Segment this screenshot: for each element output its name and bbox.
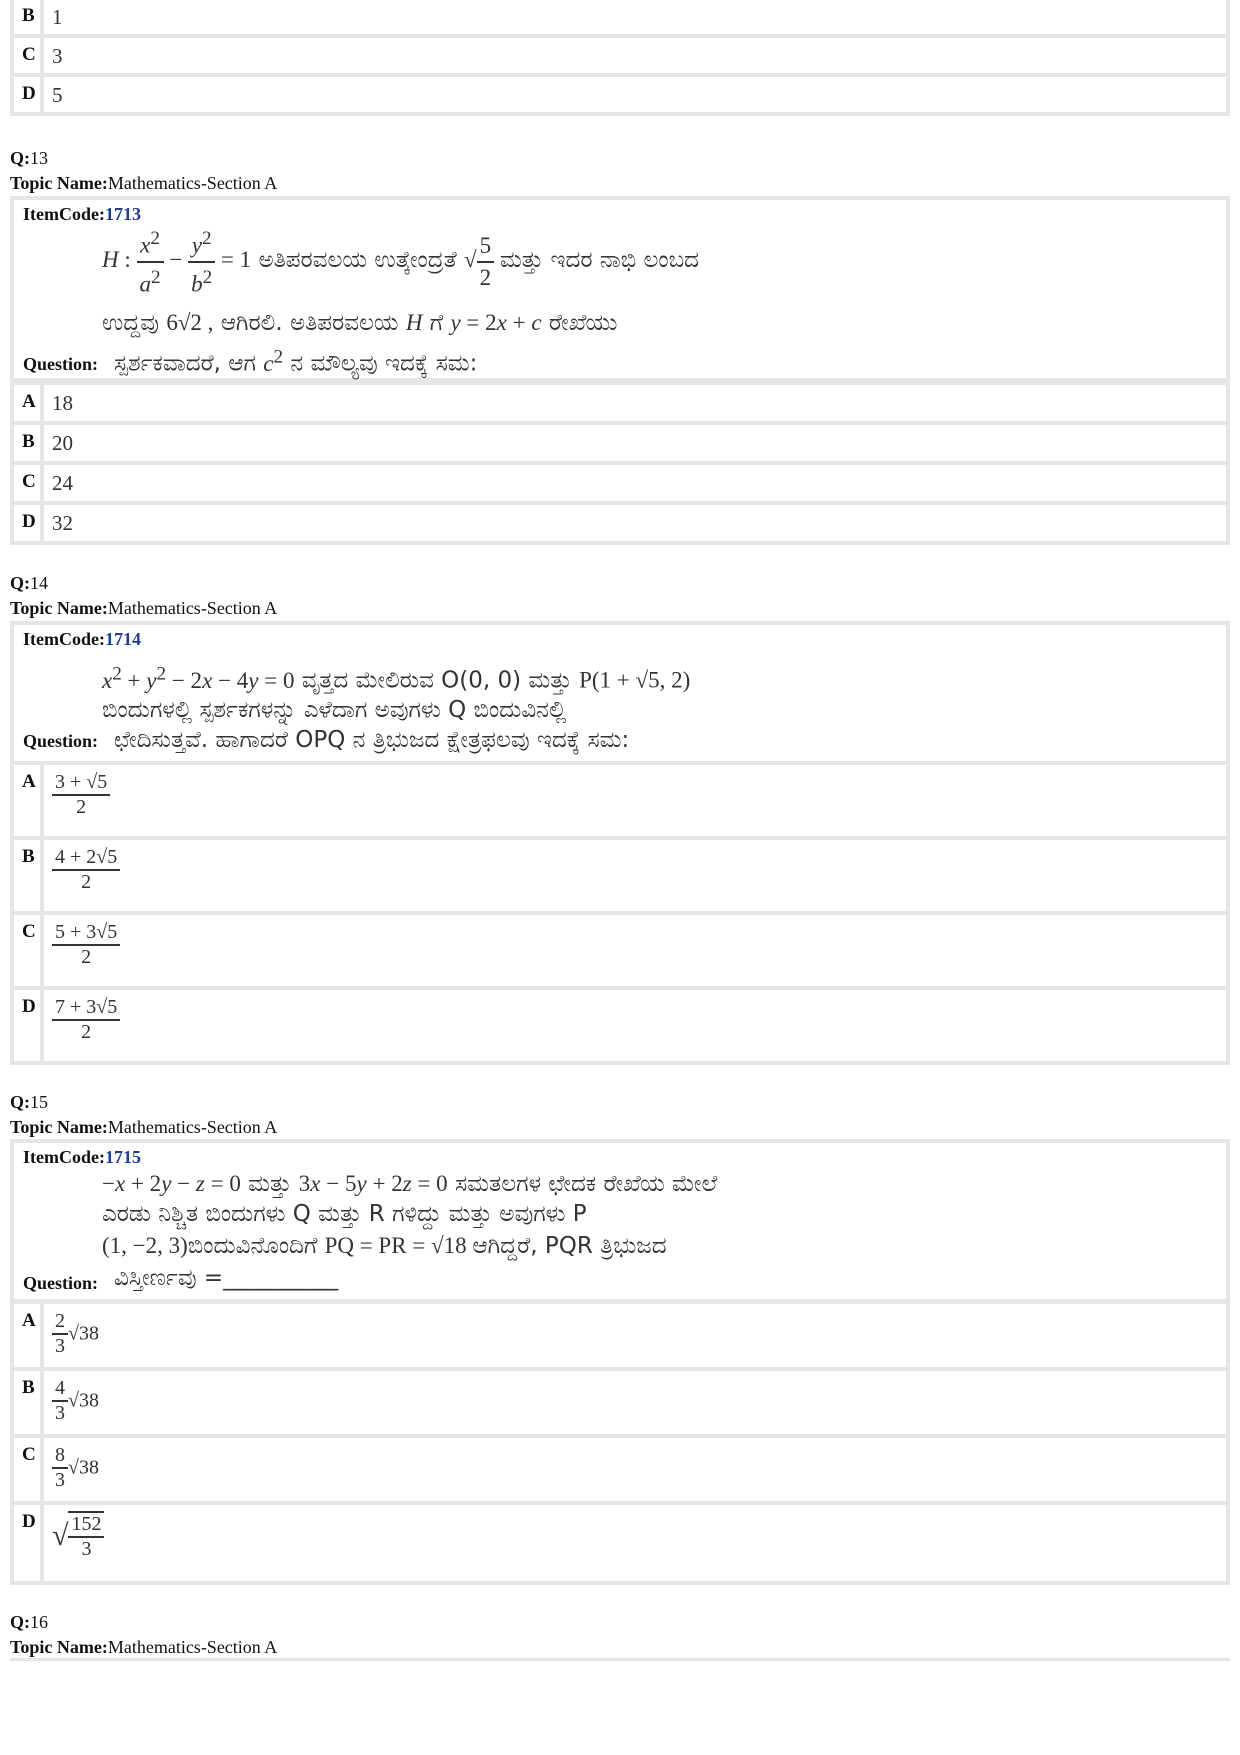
option-row[interactable] xyxy=(14,915,1226,990)
itemcode-prefix: ItemCode: xyxy=(23,629,105,649)
denominator: 2 xyxy=(81,871,92,893)
itemcode-value: 1715 xyxy=(104,1147,141,1167)
option-key: B xyxy=(14,1371,44,1434)
option-row[interactable] xyxy=(14,765,1226,840)
option-key: C xyxy=(14,465,44,501)
q14-options-table xyxy=(10,762,1230,1065)
question-text-line xyxy=(102,308,617,338)
text-segment: ವೃತ್ತದ ಮೇಲಿರುವ O(0, 0) ಮತ್ತು xyxy=(301,667,572,694)
fraction xyxy=(52,996,120,1044)
text-segment: ಛೇದಿಸುತ್ತವೆ. ಹಾಗಾದರೆ OPQ ನ ತ್ರಿಭುಜದ ಕ್ಷೇತ್ರಫಲವು ಇದಕ್ಕೆ ಸಮ: xyxy=(114,727,630,753)
option-key: C xyxy=(14,1438,44,1501)
point-coordinates: (1, −2, 3) xyxy=(102,1233,188,1258)
topic-prefix: Topic Name: xyxy=(10,1117,108,1137)
question-box xyxy=(10,1139,1230,1303)
option-row[interactable] xyxy=(14,425,1226,465)
q-prefix: Q: xyxy=(10,1092,30,1112)
question-label: Question: xyxy=(23,1273,99,1293)
option-row[interactable] xyxy=(14,0,1226,38)
question-number xyxy=(10,1092,48,1113)
option-value xyxy=(44,1505,1226,1581)
denominator: 3 xyxy=(81,1538,92,1560)
topic-value: Mathematics-Section A xyxy=(107,1117,278,1137)
fraction xyxy=(52,846,120,894)
option-row[interactable] xyxy=(14,1505,1226,1581)
text-segment: ಎರಡು ನಿಶ್ಚಿತ ಬಿಂದುಗಳು Q ಮತ್ತು R ಗಳಿದ್ದು ಮತ್ತು ಅವುಗಳು P xyxy=(102,1201,587,1227)
itemcode-prefix: ItemCode: xyxy=(23,1147,105,1167)
q-number-value: 14 xyxy=(30,573,48,593)
item-code xyxy=(23,629,141,650)
denominator: 2 xyxy=(76,796,87,818)
topic-value: Mathematics-Section A xyxy=(107,1637,278,1657)
option-value: 1 xyxy=(52,5,63,29)
text-segment: ಬಿಂದುವಿನೊಂದಿಗೆ xyxy=(187,1233,318,1259)
denominator: 3 xyxy=(55,1469,65,1491)
option-key: A xyxy=(14,385,44,421)
q-number-value: 16 xyxy=(30,1612,48,1632)
option-value: 3 xyxy=(52,44,63,68)
text-segment: ಸಮತಲಗಳ ಛೇದಕ ರೇಖೆಯ ಮೇಲೆ xyxy=(454,1171,718,1197)
q-prefix: Q: xyxy=(10,573,30,593)
denominator: 3 xyxy=(55,1402,65,1424)
option-key: D xyxy=(14,990,44,1061)
numerator: 4 + 2√5 xyxy=(52,846,120,871)
text-segment: ನ ಮೌಲ್ಯವು ಇದಕ್ಕೆ ಸಮ: xyxy=(290,350,478,377)
option-key: A xyxy=(14,765,44,836)
option-value: 18 xyxy=(52,391,73,415)
numerator: 3 + √5 xyxy=(52,771,110,796)
option-row[interactable] xyxy=(14,1371,1226,1438)
distance-equation: PQ = PR = √18 xyxy=(324,1233,473,1258)
text-segment: ಆಗಿರಲಿ. ಅತಿಪರವಲಯ xyxy=(220,310,399,336)
topic-value: Mathematics-Section A xyxy=(107,598,278,618)
fraction xyxy=(52,1377,68,1425)
denominator: 2 xyxy=(81,946,92,968)
question-text-line xyxy=(114,342,477,379)
option-value: 20 xyxy=(52,431,73,455)
text-segment: ಸ್ಪರ್ಶಕವಾದರೆ, ಆಗ xyxy=(114,350,256,377)
topic-prefix: Topic Name: xyxy=(10,173,108,193)
q-prefix: Q: xyxy=(10,1612,30,1632)
option-row[interactable] xyxy=(14,1304,1226,1371)
denominator: 2 xyxy=(81,1021,92,1043)
topic-name xyxy=(10,1637,277,1658)
question-number xyxy=(10,148,48,169)
question-text-line xyxy=(114,1263,338,1293)
question-label: Question: xyxy=(23,731,99,751)
root-value: √ xyxy=(52,1519,69,1552)
question-number xyxy=(10,573,48,594)
q-number-value: 15 xyxy=(30,1092,48,1112)
option-value xyxy=(44,840,1226,911)
text-segment: ಮತ್ತು ಇದರ ನಾಭಿ ಲಂಬದ xyxy=(499,246,700,273)
option-key: C xyxy=(14,38,44,73)
q15-options-table xyxy=(10,1301,1230,1585)
itemcode-value: 1714 xyxy=(104,629,141,649)
option-value xyxy=(44,990,1226,1061)
text-segment: ಬಿಂದುಗಳಲ್ಲಿ ಸ್ಪರ್ಶಕಗಳನ್ನು ಎಳೆದಾಗ ಅವುಗಳು Q ಬಿಂದುವಿನಲ್ಲಿ xyxy=(102,697,567,723)
fraction xyxy=(52,771,110,819)
item-code xyxy=(23,1147,141,1168)
question-text-line xyxy=(114,725,629,755)
c-squared: $c^2$ xyxy=(263,346,284,376)
option-key: D xyxy=(14,1505,44,1581)
text-segment: ಗೆ xyxy=(429,310,444,336)
question-text-line xyxy=(102,224,699,299)
root-value: √38 xyxy=(68,1389,99,1412)
option-value xyxy=(44,1371,1226,1434)
question-text-line xyxy=(102,1231,667,1261)
option-value: 5 xyxy=(52,83,63,107)
option-key: C xyxy=(14,915,44,986)
text-segment: ಉದ್ದವು xyxy=(102,310,159,336)
option-key: A xyxy=(14,1304,44,1367)
text-segment: ರೇಖೆಯು xyxy=(548,310,618,336)
option-row[interactable] xyxy=(14,38,1226,77)
fraction xyxy=(52,1444,68,1492)
option-key: B xyxy=(14,425,44,461)
option-row[interactable] xyxy=(14,77,1226,112)
option-key: D xyxy=(14,505,44,541)
root-value: √38 xyxy=(68,1456,99,1479)
topic-value: Mathematics-Section A xyxy=(107,173,278,193)
line-equation: y = 2x + c xyxy=(450,310,542,335)
topic-name xyxy=(10,1117,277,1138)
math-h: H xyxy=(405,310,423,335)
question-box xyxy=(10,621,1230,765)
q-number-value: 13 xyxy=(30,148,48,168)
itemcode-prefix: ItemCode: xyxy=(23,204,105,224)
denominator: 3 xyxy=(55,1335,65,1357)
text-segment: ಆಗಿದ್ದರೆ, PQR ತ್ರಿಭುಜದ xyxy=(472,1233,667,1259)
point-p: P(1 + √5, 2) xyxy=(579,667,691,693)
latus-rectum-value: 6√2 , xyxy=(166,310,214,335)
q-prefix: Q: xyxy=(10,148,30,168)
text-segment: ವಿಸ್ತೀರ್ಣವು =__________ xyxy=(114,1265,339,1291)
text-segment: ಮತ್ತು xyxy=(248,1171,292,1197)
fraction xyxy=(68,1511,104,1561)
option-value xyxy=(44,1438,1226,1501)
option-value xyxy=(44,1304,1226,1367)
option-row[interactable] xyxy=(14,385,1226,425)
option-value: 24 xyxy=(52,471,73,495)
question-text-line xyxy=(102,695,566,725)
fraction xyxy=(52,921,120,969)
question-label: Question: xyxy=(23,354,99,374)
eccentricity-value: √ $\frac{5}{2}$ xyxy=(464,247,500,272)
numerator: 152 xyxy=(68,1513,104,1538)
topic-prefix: Topic Name: xyxy=(10,598,108,618)
numerator: 5 + 3√5 xyxy=(52,921,120,946)
q12-options-table xyxy=(10,0,1230,116)
question-text-line xyxy=(102,659,690,696)
option-value xyxy=(44,915,1226,986)
itemcode-value: 1713 xyxy=(104,204,141,224)
plane-equation-1: −x + 2y − z = 0 xyxy=(102,1171,241,1196)
numerator: 4 xyxy=(52,1377,68,1402)
topic-name xyxy=(10,598,277,619)
question-text-line xyxy=(102,1199,587,1229)
option-value: 32 xyxy=(52,511,73,535)
numerator: 7 + 3√5 xyxy=(52,996,120,1021)
topic-prefix: Topic Name: xyxy=(10,1637,108,1657)
topic-name xyxy=(10,173,277,194)
divider xyxy=(10,1658,1230,1661)
option-row[interactable] xyxy=(14,505,1226,541)
numerator: 2 xyxy=(52,1310,68,1335)
option-row[interactable] xyxy=(14,1438,1226,1505)
option-row[interactable] xyxy=(14,840,1226,915)
fraction xyxy=(52,1310,68,1358)
question-number xyxy=(10,1612,48,1633)
question-box xyxy=(10,196,1230,382)
plane-equation-2: 3x − 5y + 2z = 0 xyxy=(298,1171,448,1196)
option-row[interactable] xyxy=(14,990,1226,1061)
numerator: 8 xyxy=(52,1444,68,1469)
question-text-line xyxy=(102,1169,717,1199)
option-value xyxy=(44,765,1226,836)
option-key: D xyxy=(14,77,44,112)
circle-equation: $x^2 + y^2 - 2x - 4y = 0$ xyxy=(102,663,295,693)
root-value: √38 xyxy=(68,1322,99,1345)
text-segment: ಅತಿಪರವಲಯ ಉತ್ಕೇಂದ್ರತೆ xyxy=(258,246,457,273)
option-key: B xyxy=(14,840,44,911)
q13-options-table xyxy=(10,382,1230,545)
option-key: B xyxy=(14,0,44,34)
item-code xyxy=(23,204,141,225)
hyperbola-equation: H : $\frac{x^2}{a^2}$ − $\frac{y^2}{b^2}$ = 1 xyxy=(102,247,251,272)
option-row[interactable] xyxy=(14,465,1226,505)
